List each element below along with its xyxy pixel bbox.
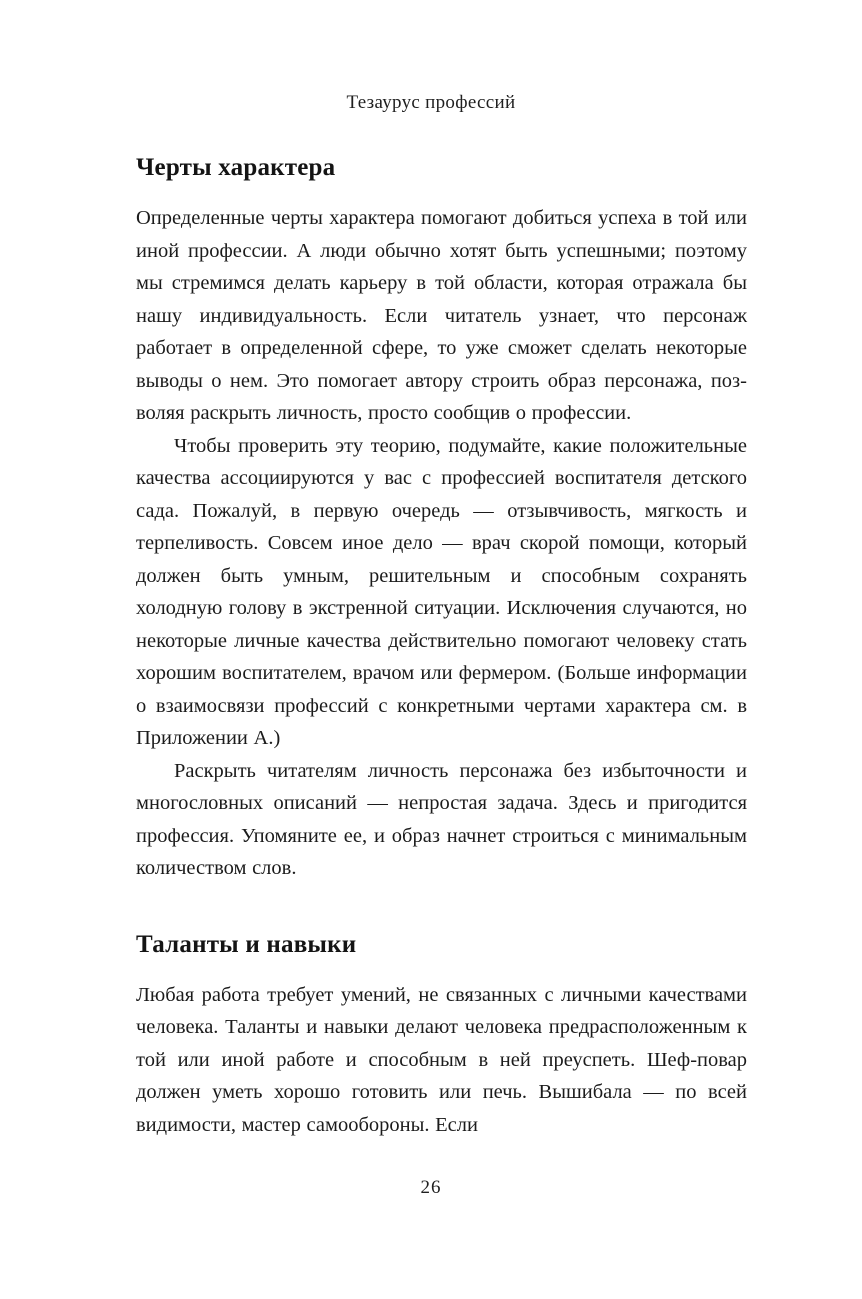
paragraph: Любая работа требует умений, не связанных с личными качествами человека. Таланты и навыки делают человека предрасположенным к той или иной работе и способным в ней преуспеть. Шеф-повар должен уметь хорошо готовить или печь. Вышибала — по всей видимости, мастер самообороны. Если (136, 983, 747, 1136)
page-number: 26 (420, 1177, 442, 1198)
paragraph: Раскрыть читателям личность персонажа без избыточности и многословных описаний — непростая задача. Здесь и пригодится профессия. Упомяните ее, и образ начнет строиться с минимальным количеством слов. (136, 759, 747, 879)
paragraph: Определенные черты характера помогают добиться успеха в той или иной профессии. А люди обычно хотят быть успешными; поэтому мы стремимся делать карьеру в той области, которая отражала бы нашу индивидуальность. Если читатель узнает, что персонаж работает в определенной сфере, то уже сможет сделать некоторые выводы о нем. Это помогает автору строить образ персонажа, поз-воляя раскрыть личность, просто сообщив о профессии. (136, 207, 747, 424)
section-heading-talents-skills: Таланты и навыки (136, 930, 357, 958)
section-heading-character-traits: Черты характера (136, 154, 336, 181)
paragraph: Чтобы проверить эту теорию, подумайте, какие положительные качества ассоциируются у вас с профессией воспитателя детского сада. Пожалуй, в первую очередь — отзывчивость, мягкость и терпеливость. Совсем иное дело — врач скорой помощи, который должен быть умным, решительным и способным сохранять холодную голову в экстренной ситуации. Исключения случаются, но некоторые личные качества действительно помогают человеку стать хорошим воспитателем, врачом или фермером. (Больше информации о взаимосвязи профессий с конкретными чертами характера см. в Приложении А.) (136, 434, 747, 749)
page-content (136, 154, 747, 1141)
running-header: Тезаурус профессий (346, 92, 516, 113)
